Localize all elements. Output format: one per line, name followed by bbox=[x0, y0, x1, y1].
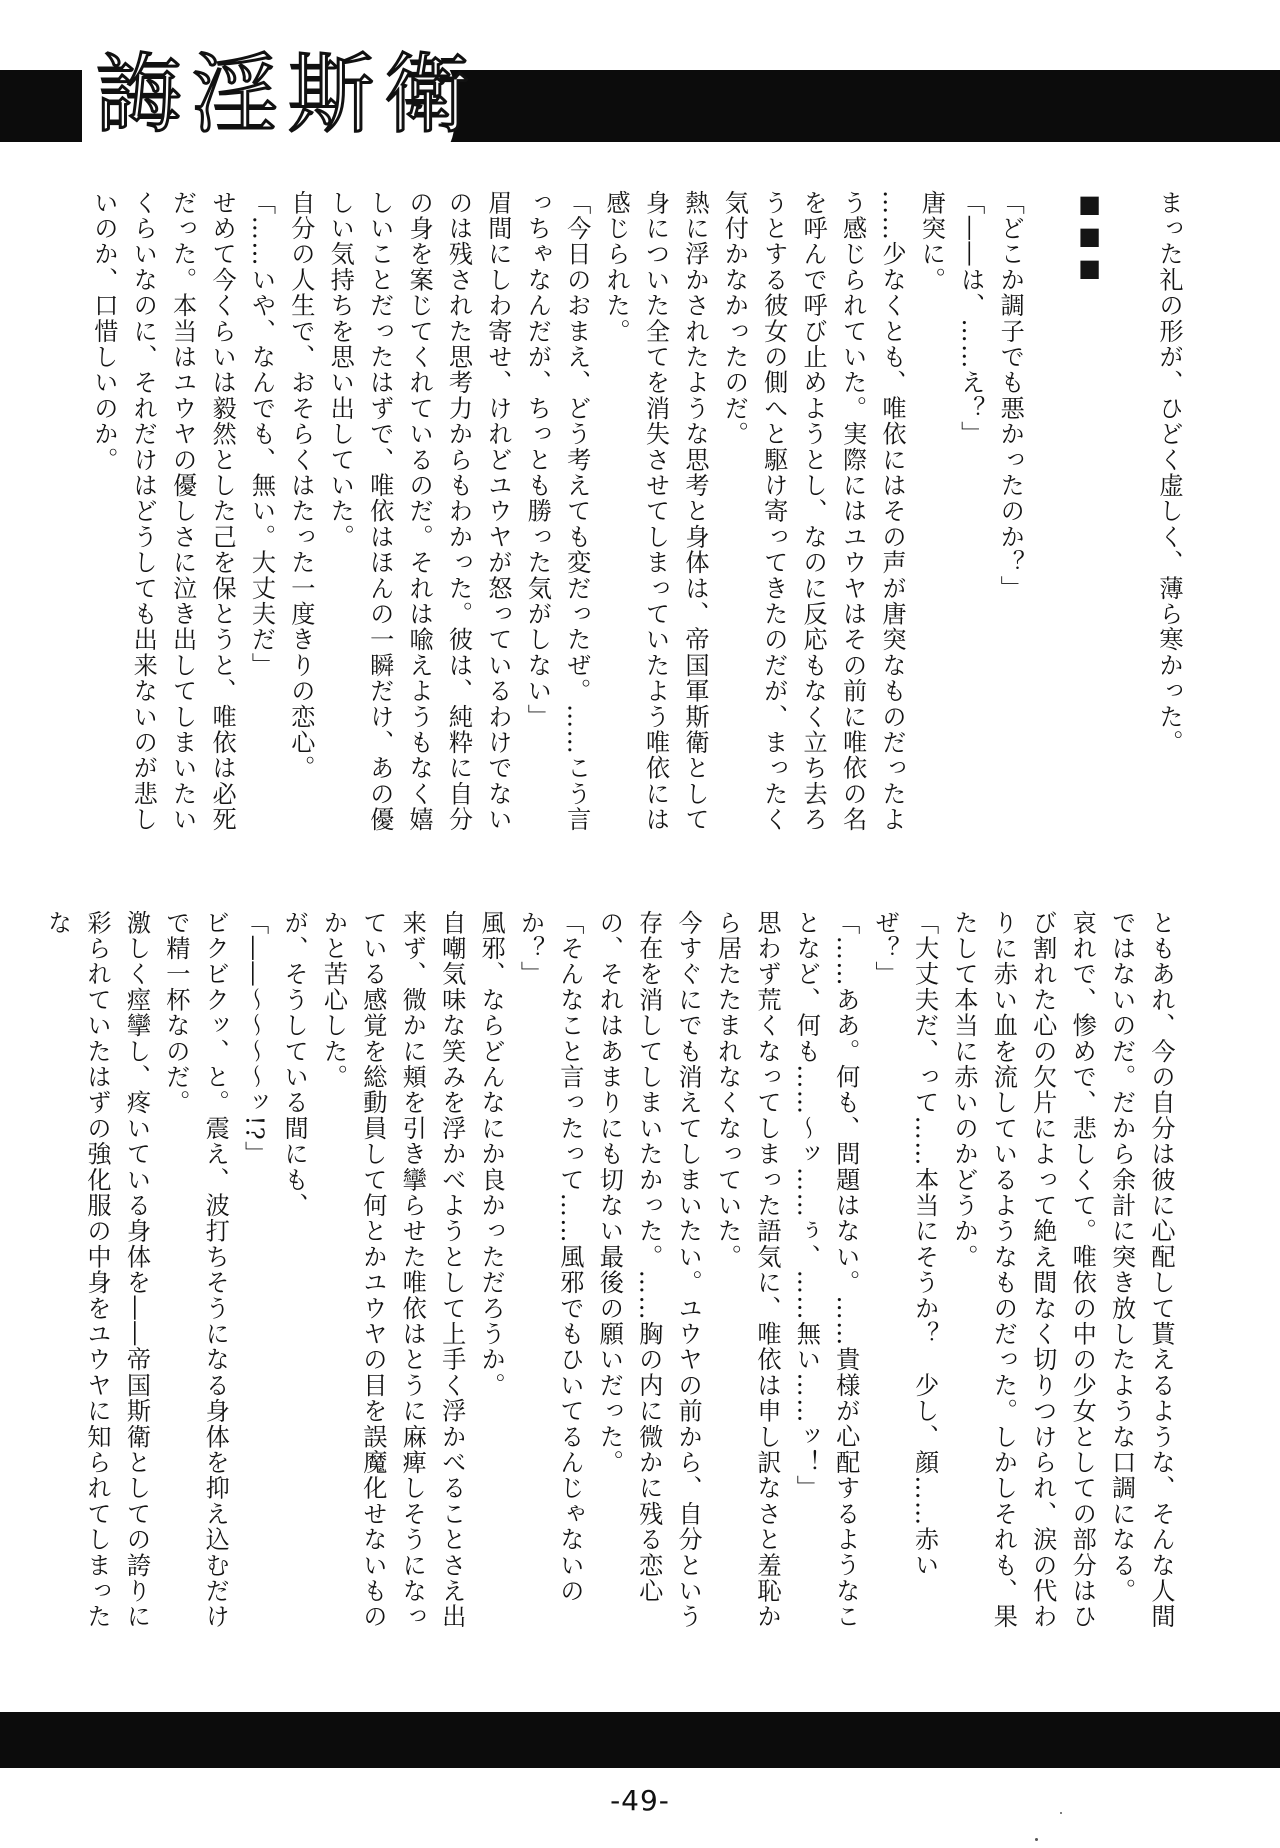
dialogue-line: 「大丈夫だ、って……本当にそうか？ 少し、顔……赤いぜ？」 bbox=[871, 910, 939, 1579]
paragraph: ビクビクッ、と。震え、波打ちそうになる身体を抑え込むだけで精一杯なのだ。 bbox=[161, 910, 230, 1630]
lower-text-column bbox=[43, 910, 1180, 1630]
paragraph: 思わず荒くなってしまった語気に、唯依は申し訳なさと羞恥から居たたまれなくなっていた。 bbox=[713, 910, 781, 1630]
scan-speck bbox=[1035, 1838, 1038, 1841]
page-title: 誨淫斯衛 bbox=[96, 45, 480, 145]
dialogue-line: 「……ああ。何も、問題はない。……貴様が心配するようなことなど、何も……～ッ……ぅ、……無い……ッ！」 bbox=[792, 910, 860, 1630]
dialogue-line: 「――～～～～ッ!?」 bbox=[240, 910, 269, 1167]
page-number: -49- bbox=[610, 1784, 670, 1817]
dialogue-line: 「――は、……え？」 bbox=[956, 190, 985, 447]
paragraph: 唐突に。 bbox=[917, 190, 946, 293]
paragraph: まった礼の形が、ひどく虚しく、薄ら寒かった。 bbox=[1155, 190, 1183, 756]
section-break-marks: ■■■ bbox=[1075, 190, 1104, 286]
blank-line bbox=[1029, 190, 1069, 858]
paragraph: 眉間にしわ寄せ、けれどユウヤが怒っているわけでないのは残された思考力からもわかった。彼は、純粋に自分の身を案じてくれているのだ。それは喩えようもなく嬉しいことだったはずで、唯依はほんの一瞬だけ、あの優しい気持ちを思い出していた。 bbox=[326, 190, 512, 833]
dialogue-line: 「……いや、なんでも、無い。大丈夫だ」 bbox=[247, 190, 276, 679]
scan-speck bbox=[1060, 1812, 1062, 1814]
paragraph: ……少なくとも、唯依にはその声が唐突なものだったよう感じられていた。実際にはユウヤはその前に唯依の名を呼んで呼び止めようとし、なのに反応もなく立ち去ろうとする彼女の側へと駆け寄ってきたのだが、まったく気付かなかったのだ。 bbox=[720, 190, 906, 833]
paragraph: 風邪、ならどんなにか良かっただろうか。 bbox=[477, 910, 506, 1399]
paragraph: 哀れで、惨めで、悲しくて。唯依の中の少女としての部分はひび割れた心の欠片によって絶え間なく切りつけられ、涙の代わりに赤い血を流しているようなものだった。しかしそれも、果たして本当に赤いのかどうか。 bbox=[949, 910, 1097, 1630]
blank-line bbox=[1109, 190, 1149, 858]
upper-text-column bbox=[89, 190, 1188, 858]
paragraph: 今すぐにでも消えてしまいたい。ユウヤの前から、自分という存在を消してしまいたかった。……胸の内に微かに残る恋心の、それはあまりにも切ない最後の願いだった。 bbox=[595, 910, 703, 1630]
paragraph: 自分の人生で、おそらくはたった一度きりの恋心。 bbox=[286, 190, 315, 782]
paragraph: 自嘲気味な笑みを浮かべようとして上手く浮かべることさえ出来ず、微かに頬を引き攣らせた唯依はとうに麻痺しそうになっている感覚を総動員して何とかユウヤの目を誤魔化せないものかと苦心した。 bbox=[319, 910, 466, 1630]
paragraph: ともあれ、今の自分は彼に心配して貰えるような、そんな人間ではないのだ。だから余計に突き放したような口調になる。 bbox=[1107, 910, 1175, 1630]
footer-band bbox=[0, 1712, 1280, 1768]
paragraph: 熱に浮かされたような思考と身体は、帝国軍斯衛として身についた全てを消失させてしまっていたよう唯依には感じられた。 bbox=[602, 190, 709, 833]
paragraph: 激しく痙攣し、疼いている身体を――帝国斯衛としての誇りに彩られていたはずの強化服の中身をユウヤに知られてしまったな bbox=[43, 910, 151, 1630]
dialogue-line: 「そんなこと言ったって……風邪でもひいてるんじゃないのか？」 bbox=[516, 910, 584, 1604]
dialogue-line: 「どこか調子でも悪かったのか？」 bbox=[996, 190, 1025, 602]
paragraph: せめて今くらいは毅然とした己を保とうと、唯依は必死だった。本当はユウヤの優しさに泣き出してしまいたいくらいなのに、それだけはどうしても出来ないのが悲しいのか、口惜しいのか。 bbox=[89, 190, 237, 833]
dialogue-line: 「今日のおまえ、どう考えても変だったぜ。……こう言っちゃなんだが、ちっとも勝った気がしない」 bbox=[523, 190, 591, 833]
paragraph: が、そうしている間にも、 bbox=[280, 910, 309, 1219]
